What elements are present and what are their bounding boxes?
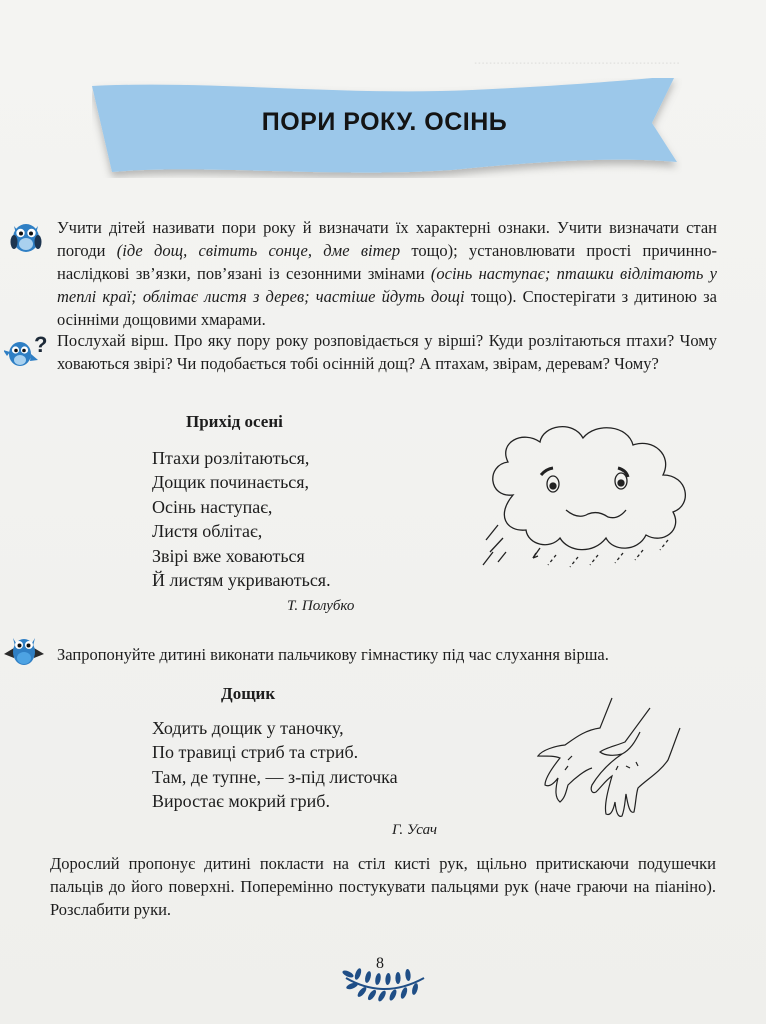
owl-icon	[8, 218, 44, 254]
hands-illustration	[530, 690, 720, 835]
poem-author-1: Т. Полубко	[287, 598, 355, 614]
page-number: 8	[376, 955, 384, 972]
poem-line: Виростає мокрий гриб.	[152, 791, 330, 812]
title-ribbon	[92, 78, 677, 173]
poem-line: По травиці стриб та стриб.	[152, 742, 359, 763]
poem-line: Птахи розлітаються,	[152, 448, 310, 468]
poem-line: Листя облітає,	[152, 521, 263, 542]
laurel-ornament-icon	[338, 966, 430, 1007]
poem-2	[152, 716, 398, 814]
poem-title-1: Прихід осені	[186, 412, 283, 431]
owl-wings-icon	[2, 630, 46, 666]
instruction-paragraph: Запропонуйте дитині виконати пальчикову гімнастику під час слухання вірша.	[57, 645, 609, 664]
exercise-paragraph: Дорослий пропонує дитині покласти на стіл кисті рук, щільно притискаючи подушечки пальців до його поверхні. Поперемінно постукувати пальцями рук (наче граючи на піаніно). Розслабити руки.	[50, 854, 716, 919]
goals-text-3: тощо). Спостерігати з дитиною за осінніми дощовими хмарами.	[57, 287, 717, 329]
poem-line: Осінь наступає,	[152, 496, 273, 517]
owl-question-icon	[4, 330, 48, 366]
goals-examples-weather: (іде дощ, світить сонце, дме вітер	[116, 241, 401, 260]
goals-text-2: тощо); установлювати прості причинно-наслідкові зв’язки, пов’язані із сезонними змінами	[57, 241, 717, 283]
poem-line: Звірі вже ховаються	[152, 545, 305, 566]
poem-line: Там, де тупне, — з-під листочка	[152, 766, 398, 787]
poem-author-2: Г. Усач	[392, 822, 438, 838]
poem-line: Ходить дощик у таночку,	[152, 718, 344, 738]
poem-line: Й листям укриваються.	[152, 570, 331, 591]
page-title: ПОРИ РОКУ. ОСІНЬ	[261, 108, 508, 136]
goals-examples-season: (осінь наступає; пташки відлітають у теплі краї; облітає листя з дерев; частіше йдуть дощі	[57, 264, 717, 306]
poem-title-2: Дощик	[221, 684, 276, 703]
poem-1	[152, 446, 331, 592]
svg-text:?: ?	[34, 332, 48, 357]
show-through-text: .......................................................	[473, 52, 680, 68]
poem-line: Дощик починається,	[152, 472, 310, 493]
goals-text-1: Учити дітей називати пори року й визначати їх характерні ознаки. Учити визначати стан погоди	[57, 218, 717, 260]
rain-cloud-illustration	[478, 420, 708, 575]
questions-paragraph: Послухай вірш. Про яку пору року розповідається у вірші? Куди розлітаються птахи? Чому ховаються звірі? Чи подобається тобі осінній дощ? А птахам, звірам, деревам? Чому?	[57, 331, 717, 373]
goals-paragraph	[57, 216, 717, 331]
